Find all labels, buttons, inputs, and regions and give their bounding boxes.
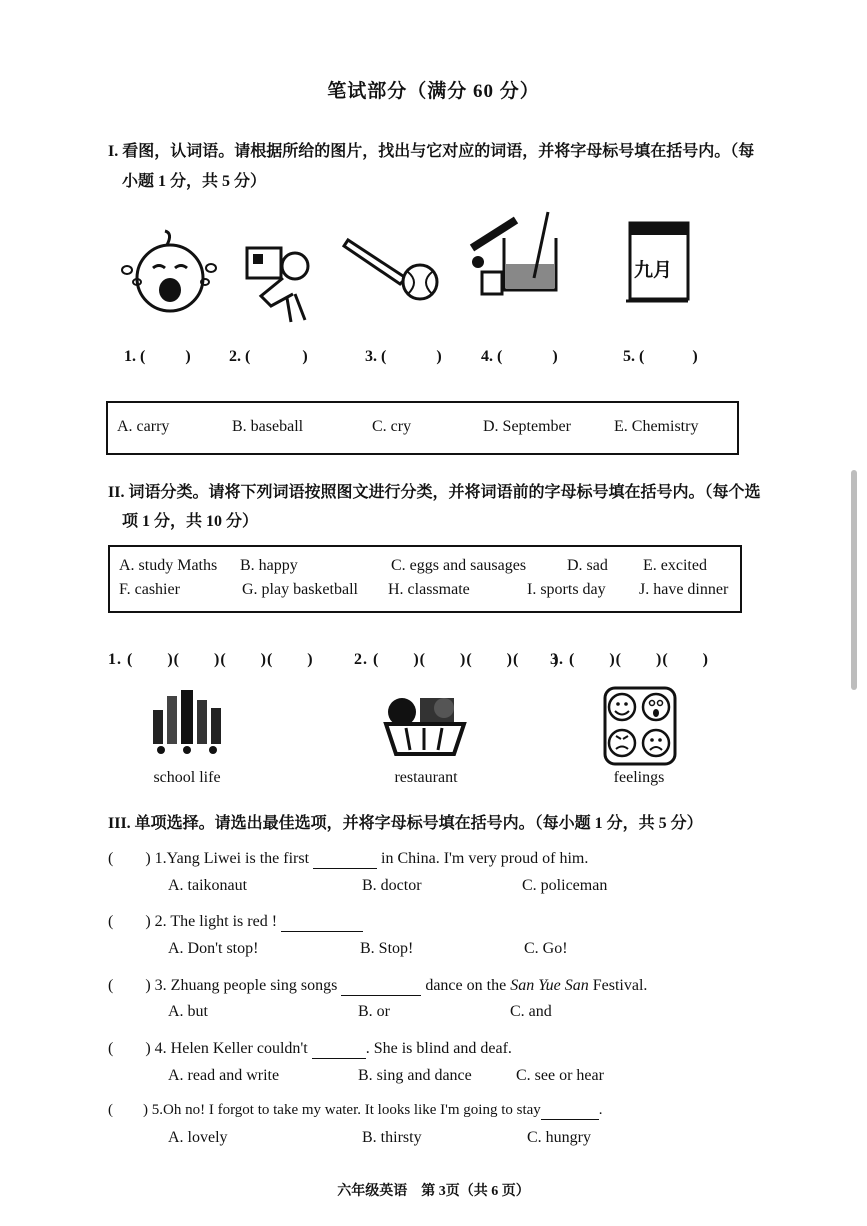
answer-paren[interactable]: ( ) <box>108 850 151 867</box>
q1-line: ( ) 1.Yang Liwei is the first in China. I'm very proud of him. <box>108 850 589 867</box>
option-b: B. happy <box>240 557 298 574</box>
option-j: J. have dinner <box>639 581 729 598</box>
page-footer: 六年级英语 第 3页（共 6 页） <box>337 1184 530 1199</box>
option-c: C. cry <box>372 418 412 435</box>
q3-blank[interactable]: 3. ( ) <box>365 348 442 365</box>
page-title: 笔试部分（满分 60 分） <box>327 81 540 102</box>
fill-blank[interactable] <box>341 977 421 996</box>
section2-instruction-line2: 项 1 分，共 10 分） <box>122 513 259 530</box>
q1-option-b[interactable]: B. doctor <box>362 877 422 894</box>
option-e: E. Chemistry <box>614 418 699 435</box>
q2-option-b[interactable]: B. Stop! <box>360 940 414 957</box>
q2-line: ( ) 2. The light is red ! <box>108 908 363 932</box>
q3-option-b[interactable]: B. or <box>358 1003 390 1020</box>
q1-option-a[interactable]: A. taikonaut <box>168 877 248 894</box>
q2-blank[interactable]: 2. ( ) <box>229 348 308 365</box>
option-c: C. eggs and sausages <box>391 557 527 574</box>
section2-options-box <box>108 545 742 613</box>
fill-blank[interactable] <box>281 913 363 932</box>
crying-baby-picture <box>115 230 225 320</box>
q4-option-c[interactable]: C. see or hear <box>516 1067 604 1084</box>
scrollbar[interactable] <box>851 470 857 690</box>
section1-instruction-line2: 小题 1 分，共 5 分） <box>122 173 267 190</box>
option-g: G. play basketball <box>242 581 358 598</box>
option-a: A. carry <box>117 418 170 435</box>
section1-instruction-line1: I. 看图，认词语。请根据所给的图片，找出与它对应的词语，并将字母标号填在括号内。（每 <box>108 143 755 160</box>
group2-blanks[interactable]: 2. ( )( )( )( ) <box>354 651 560 668</box>
q5-option-c[interactable]: C. hungry <box>527 1129 591 1146</box>
fill-blank[interactable] <box>541 1102 599 1120</box>
group3-blanks[interactable]: 3. ( )( )( ) <box>550 651 709 668</box>
restaurant-picture <box>380 688 470 758</box>
option-d: D. September <box>483 418 571 435</box>
q5-option-b[interactable]: B. thirsty <box>362 1129 422 1146</box>
feelings-picture <box>603 686 677 766</box>
calendar-label: 九月 <box>634 260 673 281</box>
q3-line: ( ) 3. Zhuang people sing songs dance on the San Yue San Festival. <box>108 977 648 994</box>
option-a: A. study Maths <box>119 557 218 574</box>
option-h: H. classmate <box>388 581 470 598</box>
caption-school-life: school life <box>153 769 221 786</box>
baseball-picture <box>340 238 445 308</box>
q4-option-a[interactable]: A. read and write <box>168 1067 280 1084</box>
q5-line: ( ) 5.Oh no! I forgot to take my water. It looks like I'm going to stay . <box>108 1102 603 1118</box>
q4-option-b[interactable]: B. sing and dance <box>358 1067 472 1084</box>
q3-option-c[interactable]: C. and <box>510 1003 552 1020</box>
q4-blank[interactable]: 4. ( ) <box>481 348 558 365</box>
section3-instruction: III. 单项选择。请选出最佳选项，并将字母标号填在括号内。（每小题 1 分，共 5 分） <box>108 815 703 832</box>
option-d: D. sad <box>567 557 608 574</box>
option-b: B. baseball <box>232 418 304 435</box>
q2-option-c[interactable]: C. Go! <box>524 940 568 957</box>
caption-restaurant: restaurant <box>394 769 458 786</box>
carry-picture <box>243 238 323 328</box>
answer-paren[interactable]: ( ) <box>108 1040 151 1057</box>
option-e: E. excited <box>643 557 707 574</box>
option-f: F. cashier <box>119 581 180 598</box>
school-life-picture <box>147 688 227 758</box>
chemistry-picture <box>468 208 563 303</box>
q2-option-a[interactable]: A. Don't stop! <box>168 940 259 957</box>
q5-blank[interactable]: 5. ( ) <box>623 348 698 365</box>
q3-option-a[interactable]: A. but <box>168 1003 208 1020</box>
q4-line: ( ) 4. Helen Keller couldn't . She is blind and deaf. <box>108 1040 512 1057</box>
q1-option-c[interactable]: C. policeman <box>522 877 608 894</box>
answer-paren[interactable]: ( ) <box>108 1102 148 1118</box>
q1-blank[interactable]: 1. ( ) <box>124 348 191 365</box>
fill-blank[interactable] <box>312 1040 366 1059</box>
group1-blanks[interactable]: 1. ( )( )( )( ) <box>108 651 314 668</box>
section1-options-box <box>106 401 739 455</box>
answer-paren[interactable]: ( ) <box>108 913 151 930</box>
option-i: I. sports day <box>527 581 606 598</box>
fill-blank[interactable] <box>313 850 377 869</box>
section2-instruction-line1: II. 词语分类。请将下列词语按照图文进行分类，并将词语前的字母标号填在括号内。（每个选 <box>108 484 761 501</box>
caption-feelings: feelings <box>613 769 665 786</box>
q5-option-a[interactable]: A. lovely <box>168 1129 228 1146</box>
answer-paren[interactable]: ( ) <box>108 977 151 994</box>
